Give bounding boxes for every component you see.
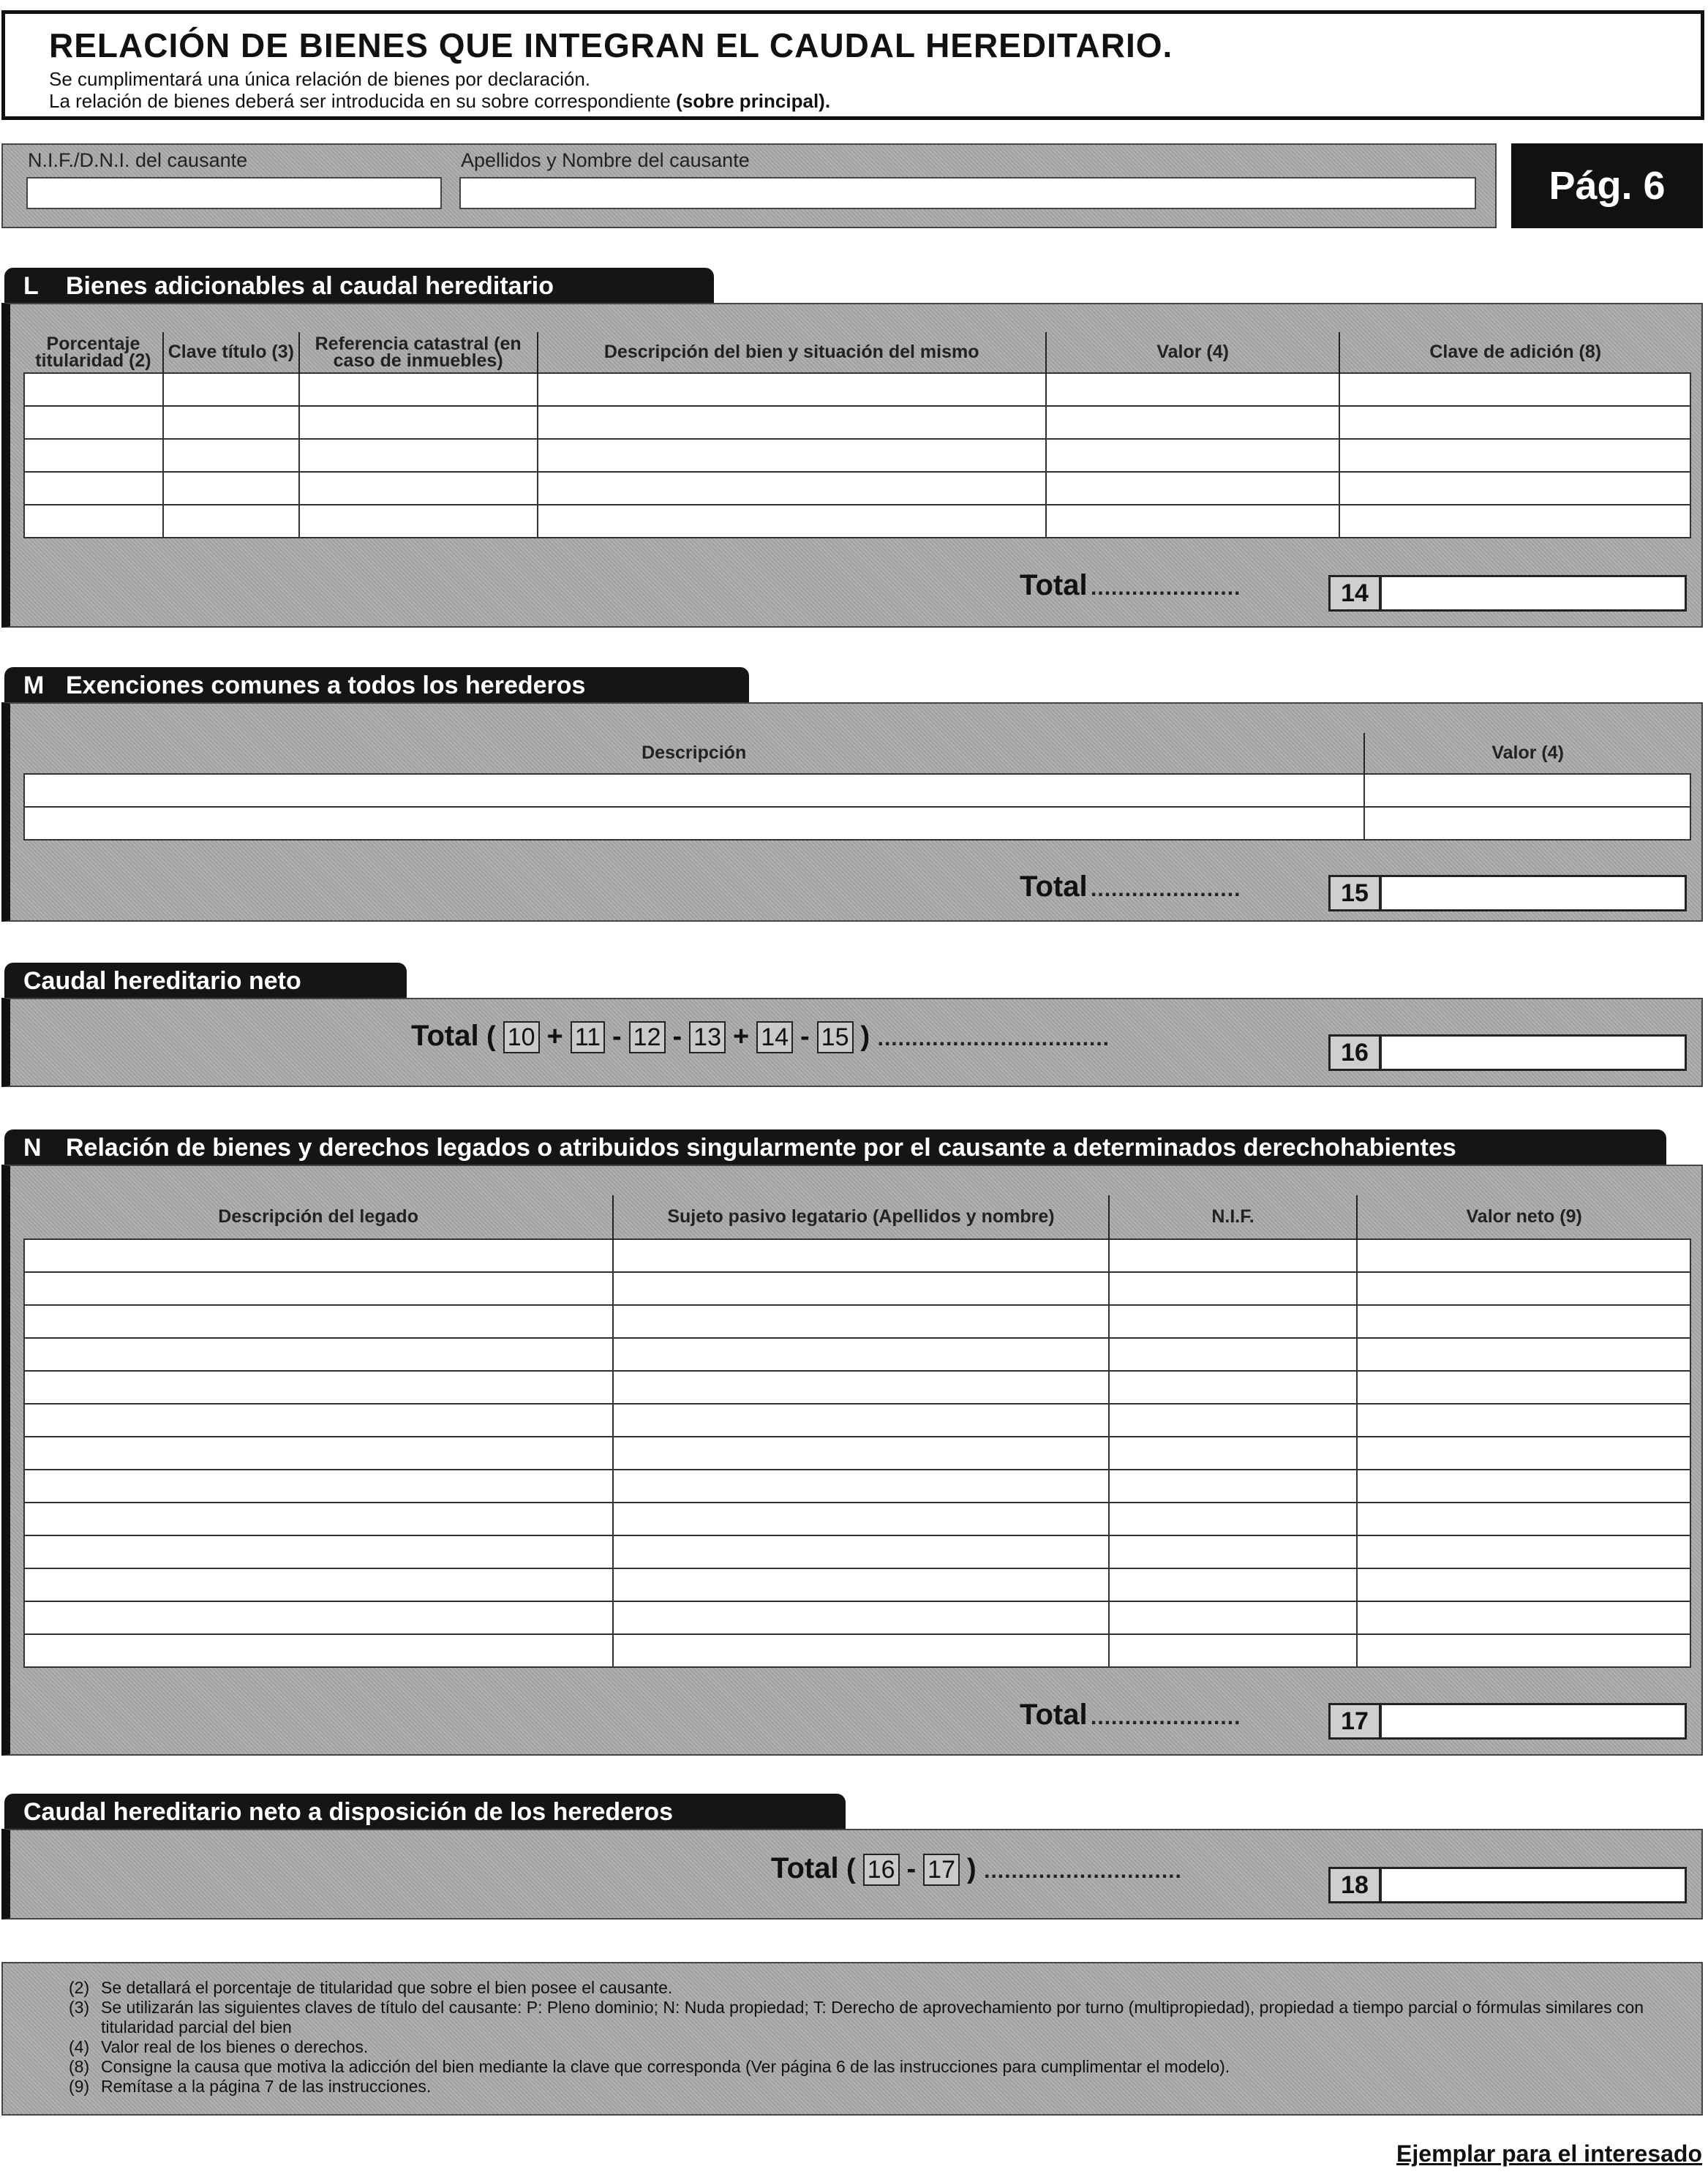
table-cell[interactable] [613, 1535, 1108, 1568]
table-cell[interactable] [1339, 505, 1690, 538]
neto-total-label: Total [411, 1020, 479, 1052]
table-cell[interactable] [1109, 1535, 1358, 1568]
nombre-field[interactable] [459, 177, 1476, 209]
neto-total-box: 16 [1328, 1034, 1381, 1071]
table-cell[interactable] [24, 1239, 613, 1272]
table-cell[interactable] [1357, 1272, 1690, 1305]
section-n-rows [24, 1239, 1690, 1667]
header-line-2-bold: (sobre principal). [676, 90, 831, 112]
l-total-dots: ...................... [1091, 576, 1241, 600]
disp-total-box: 18 [1328, 1867, 1381, 1903]
formula-operator: - [800, 1021, 810, 1052]
m-col-valor: Valor (4) [1364, 733, 1690, 774]
table-row [24, 1239, 1690, 1272]
formula-reference-box: 14 [756, 1021, 793, 1053]
table-cell[interactable] [24, 505, 163, 538]
table-cell[interactable] [1046, 472, 1340, 505]
section-m-tab [4, 667, 749, 704]
table-cell[interactable] [538, 472, 1046, 505]
table-cell[interactable] [163, 505, 299, 538]
table-cell[interactable] [538, 406, 1046, 439]
footnote-text: Consigne la causa que motiva la adicción del bien mediante la clave que corresponda (Ver página 6 de las instrucciones para cumplimentar el modelo). [101, 2057, 1230, 2076]
table-row [24, 1338, 1690, 1371]
table-row [24, 807, 1690, 840]
l-col-referencia: Referencia catastral (en caso de inmuebles) [299, 332, 538, 373]
table-row [24, 439, 1690, 472]
section-n-letter: N [23, 1134, 42, 1162]
disp-total-label: Total [771, 1852, 839, 1884]
table-cell[interactable] [24, 1634, 613, 1667]
section-n-table [23, 1195, 1691, 1668]
table-row [24, 1404, 1690, 1437]
table-cell[interactable] [1109, 1272, 1358, 1305]
footnote-text: Se detallará el porcentaje de titularidad que sobre el bien posee el causante. [101, 1978, 673, 1997]
table-cell[interactable] [1357, 1601, 1690, 1634]
table-cell[interactable] [613, 1272, 1108, 1305]
table-cell[interactable] [163, 472, 299, 505]
neto-formula-items [500, 1021, 857, 1052]
table-cell[interactable] [24, 1535, 613, 1568]
table-row [24, 1371, 1690, 1404]
table-cell[interactable] [24, 1470, 613, 1503]
table-cell[interactable] [1046, 373, 1340, 406]
table-cell[interactable] [24, 373, 163, 406]
table-row [24, 1601, 1690, 1634]
formula-reference-box: 13 [689, 1021, 726, 1053]
page-title: RELACIÓN DE BIENES QUE INTEGRAN EL CAUDAL HEREDITARIO. [49, 26, 1173, 64]
table-cell[interactable] [1364, 774, 1690, 807]
table-row [24, 1535, 1690, 1568]
table-cell[interactable] [1357, 1568, 1690, 1601]
table-cell[interactable] [1109, 1239, 1358, 1272]
header-line-2-text: La relación de bienes deberá ser introducida en su sobre correspondiente [49, 90, 677, 112]
table-cell[interactable] [24, 1601, 613, 1634]
table-cell[interactable] [1109, 1601, 1358, 1634]
disp-close-paren: ) [967, 1854, 977, 1884]
formula-reference-box: 16 [863, 1854, 900, 1886]
section-l-rows [24, 373, 1690, 538]
section-m-total [1020, 871, 1241, 903]
table-cell[interactable] [538, 439, 1046, 472]
table-cell[interactable] [24, 439, 163, 472]
disp-formula [771, 1852, 1182, 1886]
table-cell[interactable] [1109, 1338, 1358, 1371]
table-cell[interactable] [1339, 472, 1690, 505]
table-cell[interactable] [613, 1338, 1108, 1371]
table-cell[interactable] [24, 1305, 613, 1338]
neto-total-value[interactable] [1380, 1034, 1687, 1071]
section-n-panel [1, 1165, 1703, 1756]
formula-reference-box: 11 [571, 1021, 605, 1053]
table-cell[interactable] [24, 472, 163, 505]
section-m-panel [1, 702, 1703, 922]
m-total-dots: ...................... [1091, 877, 1241, 901]
l-col-porcentaje: Porcentaje titularidad (2) [24, 332, 163, 373]
header-box [1, 10, 1704, 120]
formula-operator: - [906, 1854, 917, 1884]
footnote [69, 2077, 1679, 2097]
formula-reference-box: 17 [923, 1854, 960, 1886]
neto-close-paren: ) [860, 1021, 870, 1052]
table-cell[interactable] [1357, 1338, 1690, 1371]
header-line-2 [49, 90, 1701, 112]
causante-panel [1, 143, 1497, 228]
table-cell[interactable] [1357, 1371, 1690, 1404]
table-row [24, 774, 1690, 807]
table-row [24, 1568, 1690, 1601]
footer-label: Ejemplar para el interesado [1396, 2140, 1702, 2167]
table-cell[interactable] [613, 1601, 1108, 1634]
table-row [24, 505, 1690, 538]
n-total-value[interactable] [1380, 1703, 1687, 1740]
table-cell[interactable] [1339, 439, 1690, 472]
table-cell[interactable] [1109, 1503, 1358, 1535]
l-total-box: 14 [1328, 575, 1381, 612]
n-total-dots: ...................... [1091, 1705, 1241, 1729]
section-l-tab [4, 268, 714, 304]
table-cell[interactable] [1357, 1305, 1690, 1338]
n-total-box: 17 [1328, 1703, 1381, 1740]
neto-open-paren: ( [486, 1021, 496, 1052]
table-cell[interactable] [1109, 1437, 1358, 1470]
table-cell[interactable] [613, 1568, 1108, 1601]
footnote-text: Se utilizarán las siguientes claves de título del causante: P: Pleno dominio; N: Nuda propiedad; T: Derecho de aprovechamiento por turno (multipropiedad), propiedad a tiempo parcial o fórmulas similares con titularidad parcial del bien [101, 1998, 1644, 2037]
table-cell[interactable] [163, 373, 299, 406]
table-cell[interactable] [1357, 1239, 1690, 1272]
n-col-valor-neto: Valor neto (9) [1357, 1195, 1690, 1239]
table-cell[interactable] [1109, 1371, 1358, 1404]
table-cell[interactable] [24, 1437, 613, 1470]
table-row [24, 1634, 1690, 1667]
table-cell[interactable] [1357, 1503, 1690, 1535]
table-row [24, 406, 1690, 439]
table-cell[interactable] [24, 1338, 613, 1371]
section-m-table [23, 733, 1691, 841]
section-m-letter: M [23, 672, 45, 699]
m-col-descripcion: Descripción [24, 733, 1364, 774]
footnote-number: (3) [69, 1998, 90, 2017]
table-cell[interactable] [163, 439, 299, 472]
table-cell[interactable] [24, 774, 1364, 807]
table-cell[interactable] [1046, 505, 1340, 538]
section-disp-tab [4, 1794, 846, 1830]
table-cell[interactable] [24, 1404, 613, 1437]
formula-operator: - [672, 1021, 682, 1052]
section-l-panel [1, 303, 1703, 628]
n-col-legatario: Sujeto pasivo legatario (Apellidos y nombre) [613, 1195, 1108, 1239]
nombre-label: Apellidos y Nombre del causante [461, 149, 750, 171]
footnote-number: (8) [69, 2057, 90, 2076]
table-row [24, 472, 1690, 505]
section-l-total [1020, 569, 1241, 602]
section-neto-tab [4, 963, 407, 999]
section-l-table [23, 332, 1691, 538]
table-cell[interactable] [24, 1371, 613, 1404]
table-cell[interactable] [613, 1371, 1108, 1404]
table-cell[interactable] [613, 1305, 1108, 1338]
table-cell[interactable] [1357, 1470, 1690, 1503]
l-col-valor: Valor (4) [1046, 332, 1340, 373]
footnote [69, 1998, 1679, 2037]
table-row [24, 1503, 1690, 1535]
table-cell[interactable] [1357, 1634, 1690, 1667]
n-col-nif: N.I.F. [1109, 1195, 1358, 1239]
footnote-number: (2) [69, 1978, 90, 1997]
table-cell[interactable] [1109, 1568, 1358, 1601]
table-cell[interactable] [24, 1503, 613, 1535]
section-l-title: Bienes adicionables al caudal hereditario [66, 272, 554, 300]
footnote-number: (4) [69, 2037, 90, 2056]
table-row [24, 1305, 1690, 1338]
disp-open-paren: ( [846, 1854, 856, 1884]
section-n-tab [4, 1129, 1666, 1166]
section-l-letter: L [23, 272, 39, 300]
l-total-label: Total [1020, 569, 1088, 601]
formula-reference-box: 10 [503, 1021, 540, 1053]
table-cell[interactable] [1357, 1535, 1690, 1568]
table-cell[interactable] [1046, 406, 1340, 439]
table-cell[interactable] [1109, 1470, 1358, 1503]
n-col-descripcion: Descripción del legado [24, 1195, 613, 1239]
footnote [69, 2057, 1679, 2077]
section-n-title: Relación de bienes y derechos legados o atribuidos singularmente por el causante a determinados derechohabientes [66, 1134, 1456, 1162]
page-badge: Pág. 6 [1511, 143, 1703, 228]
table-cell[interactable] [613, 1437, 1108, 1470]
table-cell[interactable] [163, 406, 299, 439]
table-row [24, 373, 1690, 406]
table-cell[interactable] [24, 406, 163, 439]
section-m-rows [24, 774, 1690, 840]
section-disp-title: Caudal hereditario neto a disposición de los herederos [23, 1798, 673, 1826]
header-line-1: Se cumplimentará una única relación de bienes por declaración. [49, 68, 590, 90]
table-cell[interactable] [613, 1634, 1108, 1667]
table-cell[interactable] [538, 373, 1046, 406]
footnote-text: Remítase a la página 7 de las instrucciones. [101, 2077, 432, 2096]
footnote [69, 1978, 1679, 1998]
formula-operator: + [546, 1021, 563, 1052]
table-cell[interactable] [1109, 1404, 1358, 1437]
section-n-total [1020, 1699, 1241, 1732]
nif-field[interactable] [26, 177, 442, 209]
disp-total-dots: ............................. [984, 1859, 1182, 1883]
l-col-descripcion: Descripción del bien y situación del mismo [538, 332, 1046, 373]
formula-operator: + [732, 1021, 750, 1052]
table-cell[interactable] [299, 439, 538, 472]
table-cell[interactable] [1357, 1437, 1690, 1470]
neto-total-dots: .................................. [877, 1026, 1110, 1050]
table-cell[interactable] [1364, 807, 1690, 840]
table-cell[interactable] [1339, 373, 1690, 406]
footnote-number: (9) [69, 2077, 90, 2096]
table-cell[interactable] [299, 505, 538, 538]
l-total-value[interactable] [1380, 575, 1687, 612]
l-col-clave-titulo: Clave título (3) [163, 332, 299, 373]
table-row [24, 1437, 1690, 1470]
table-row [24, 1272, 1690, 1305]
disp-total-value[interactable] [1380, 1867, 1687, 1903]
footnote [69, 2037, 1679, 2057]
table-cell[interactable] [299, 373, 538, 406]
table-cell[interactable] [1109, 1634, 1358, 1667]
table-cell[interactable] [613, 1470, 1108, 1503]
table-cell[interactable] [613, 1404, 1108, 1437]
table-cell[interactable] [1109, 1305, 1358, 1338]
n-total-label: Total [1020, 1699, 1088, 1731]
table-cell[interactable] [613, 1503, 1108, 1535]
disp-formula-items [860, 1854, 963, 1884]
section-neto-title: Caudal hereditario neto [23, 967, 301, 995]
nif-label: N.I.F./D.N.I. del causante [28, 149, 248, 171]
notes-panel [1, 1962, 1703, 2116]
table-cell[interactable] [1046, 439, 1340, 472]
table-cell[interactable] [1339, 406, 1690, 439]
m-total-value[interactable] [1380, 875, 1687, 911]
neto-formula [411, 1020, 1110, 1053]
table-row [24, 1470, 1690, 1503]
m-total-box: 15 [1328, 875, 1381, 911]
table-cell[interactable] [299, 472, 538, 505]
formula-reference-box: 12 [629, 1021, 666, 1053]
formula-reference-box: 15 [817, 1021, 854, 1053]
l-col-clave-adicion: Clave de adición (8) [1339, 332, 1690, 373]
table-cell[interactable] [1357, 1404, 1690, 1437]
table-cell[interactable] [613, 1239, 1108, 1272]
table-cell[interactable] [24, 1272, 613, 1305]
section-disp-panel [1, 1829, 1703, 1920]
table-cell[interactable] [299, 406, 538, 439]
table-cell[interactable] [24, 807, 1364, 840]
table-cell[interactable] [538, 505, 1046, 538]
section-neto-panel [1, 998, 1703, 1087]
formula-operator: - [612, 1021, 622, 1052]
table-cell[interactable] [24, 1568, 613, 1601]
section-m-title: Exenciones comunes a todos los herederos [66, 672, 586, 699]
footnote-text: Valor real de los bienes o derechos. [101, 2037, 369, 2056]
m-total-label: Total [1020, 871, 1088, 903]
